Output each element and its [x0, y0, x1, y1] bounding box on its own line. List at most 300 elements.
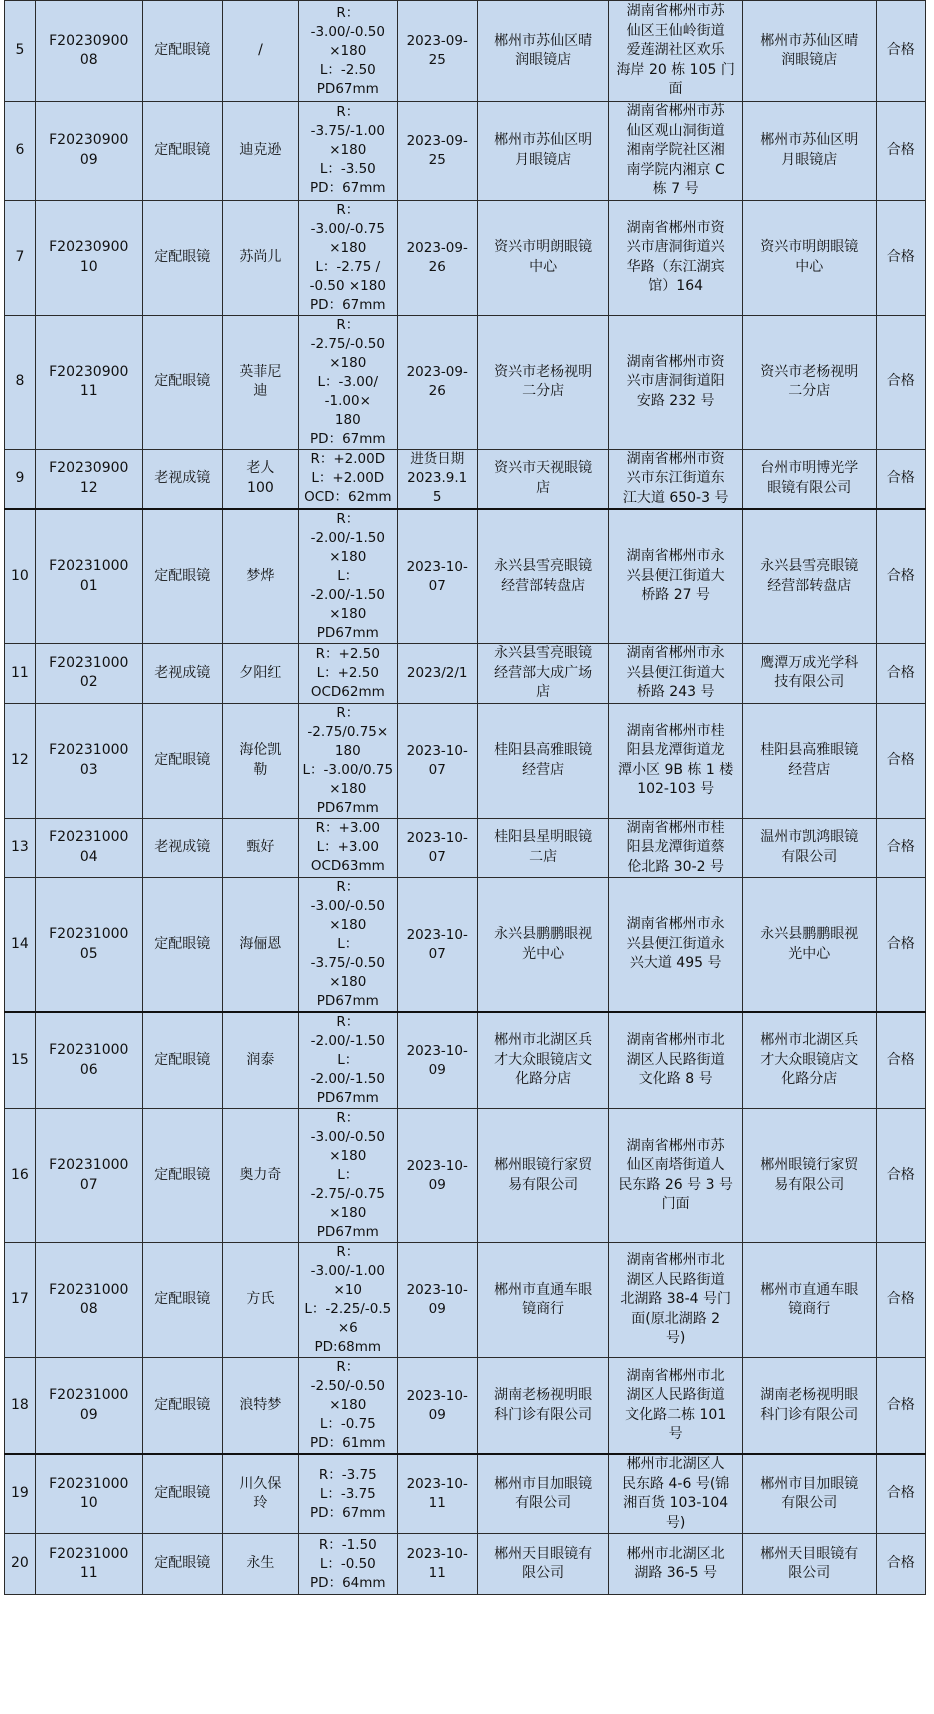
row-number-cell: 14: [5, 878, 36, 1013]
sample-code-line: 05: [79, 945, 98, 962]
specification-line: L：-3.00/: [317, 373, 379, 390]
production-date-cell: [397, 1, 477, 102]
row-number-cell: 12: [5, 703, 36, 818]
seller-line: 永兴县雪亮眼镜: [494, 645, 593, 661]
result-cell: 合格: [876, 102, 925, 201]
category-cell: 定配眼镜: [142, 1358, 222, 1455]
specification-line: -3.00/-0.75: [310, 220, 385, 237]
specification-cell: [298, 1012, 397, 1109]
specification-line: -1.00×: [324, 392, 371, 409]
production-date-line: 2023-10-: [406, 829, 468, 846]
brand-cell: [222, 644, 298, 704]
seller-line: 郴州眼镜行家贸: [494, 1157, 593, 1173]
producer-line: 永兴县鹏鹏眼视: [760, 926, 859, 942]
sample-code-line: F20231000: [49, 1281, 129, 1298]
producer-line: 技有限公司: [774, 674, 845, 691]
table-row: [5, 1109, 926, 1243]
specification-line: L：+3.00: [316, 839, 379, 856]
specification-cell: [298, 1243, 397, 1358]
producer-line: 郴州市苏仙区明: [760, 132, 859, 149]
brand-line: 英菲尼: [239, 363, 282, 380]
specification-line: L：-2.25/-0.5: [304, 1301, 392, 1317]
specification-line: ×180: [329, 974, 367, 990]
result-cell: 合格: [876, 1534, 925, 1595]
producer-line: 才大众眼镜店文: [760, 1051, 859, 1068]
seller-address-line: 华路（东江湖宾: [626, 258, 725, 275]
seller-address-line: 102-103 号: [637, 781, 715, 797]
seller-address-cell: [609, 509, 743, 644]
specification-line: L：-0.50: [319, 1555, 376, 1572]
production-date-cell: [397, 878, 477, 1013]
seller-line: 经营部大成广场: [494, 664, 593, 681]
seller-cell: [477, 703, 609, 818]
table-row: [5, 878, 926, 1013]
brand-line: 夕阳红: [239, 664, 282, 681]
seller-address-line: 阳县龙潭街道龙: [626, 742, 725, 758]
brand-line: 苏尚儿: [239, 248, 282, 265]
sample-code-line: F20230900: [49, 132, 129, 149]
production-date-cell: [397, 1358, 477, 1455]
producer-line: 郴州市北湖区兵: [760, 1032, 859, 1049]
seller-line: 郴州市目加眼镜: [494, 1475, 593, 1492]
producer-cell: [742, 1, 876, 102]
seller-line: 润眼镜店: [515, 52, 572, 68]
category-cell: 定配眼镜: [142, 703, 222, 818]
producer-line: 眼镜有限公司: [767, 479, 852, 496]
row-number-cell: 6: [5, 102, 36, 201]
seller-address-cell: [609, 315, 743, 449]
producer-line: 资兴市老杨视明: [760, 363, 859, 380]
production-date-line: 2023.9.1: [407, 470, 468, 487]
specification-cell: [298, 1109, 397, 1243]
sample-code-cell: [35, 1358, 142, 1455]
specification-line: L：: [337, 936, 359, 952]
seller-address-line: 号): [665, 1330, 686, 1347]
brand-cell: [222, 1534, 298, 1595]
producer-line: 鹰潭万成光学科: [760, 654, 859, 671]
table-row: [5, 449, 926, 509]
specification-cell: [298, 102, 397, 201]
specification-line: -2.00/-1.50: [310, 587, 385, 603]
specification-line: L：+2.50: [316, 664, 379, 681]
sample-code-line: 09: [79, 151, 98, 168]
seller-address-line: 伦北路 30-2 号: [627, 858, 725, 875]
producer-line: 润眼镜店: [781, 52, 838, 68]
seller-address-line: 门面: [661, 1196, 690, 1212]
result-cell: 合格: [876, 1, 925, 102]
production-date-line: 09: [428, 1301, 446, 1317]
sample-code-cell: [35, 818, 142, 878]
sample-code-line: F20231000: [49, 1387, 129, 1403]
brand-cell: [222, 878, 298, 1013]
result-cell: 合格: [876, 315, 925, 449]
result-cell: 合格: [876, 703, 925, 818]
seller-line: 店: [536, 479, 551, 496]
specification-line: R：: [336, 1244, 360, 1260]
specification-line: -3.00/-1.00: [310, 1263, 385, 1279]
result-cell: 合格: [876, 1243, 925, 1358]
inspection-results-sheet: [4, 0, 926, 1595]
seller-address-line: 湖南省郴州市北: [626, 1367, 725, 1384]
seller-line: 资兴市天视眼镜: [494, 460, 593, 477]
seller-address-line: 馆）164: [648, 278, 704, 294]
sample-code-line: 09: [79, 1406, 98, 1423]
seller-address-cell: [609, 878, 743, 1013]
specification-line: -3.00/-0.50: [310, 1129, 385, 1145]
producer-line: 郴州天目眼镜有: [760, 1545, 859, 1562]
specification-line: -2.75/-0.75: [310, 1186, 385, 1202]
seller-cell: [477, 102, 609, 201]
sample-code-line: F20231000: [49, 829, 129, 846]
specification-line: PD：67mm: [310, 1504, 386, 1521]
producer-line: 经营部转盘店: [767, 577, 852, 594]
seller-address-line: 湖南省郴州市永: [626, 548, 725, 565]
seller-line: 桂阳县高雅眼镜: [494, 742, 593, 758]
seller-cell: [477, 1243, 609, 1358]
production-date-line: 07: [428, 761, 446, 778]
seller-address-line: 湖区人民路街道: [626, 1387, 725, 1403]
sample-code-line: F20230900: [49, 363, 129, 380]
seller-address-line: 湖南省郴州市永: [626, 645, 725, 661]
specification-line: OCD62mm: [310, 683, 385, 700]
seller-line: 科门诊有限公司: [494, 1406, 593, 1423]
specification-line: R：: [336, 316, 360, 333]
seller-line: 郴州天目眼镜有: [494, 1545, 593, 1562]
specification-line: R：: [336, 201, 360, 218]
sample-code-line: 06: [79, 1061, 98, 1078]
table-row: [5, 1534, 926, 1595]
sample-code-line: 12: [79, 479, 98, 496]
brand-cell: [222, 315, 298, 449]
producer-cell: [742, 315, 876, 449]
seller-address-cell: [609, 703, 743, 818]
seller-address-line: 湖南省郴州市苏: [626, 103, 725, 119]
sample-code-cell: [35, 1109, 142, 1243]
specification-cell: [298, 878, 397, 1013]
seller-address-cell: [609, 449, 743, 509]
row-number-cell: 19: [5, 1454, 36, 1534]
category-cell: 定配眼镜: [142, 1012, 222, 1109]
sample-code-line: F20231000: [49, 1042, 129, 1058]
production-date-cell: [397, 1454, 477, 1534]
specification-line: R：: [336, 704, 360, 721]
producer-line: 桂阳县高雅眼镜: [760, 742, 859, 758]
specification-line: R：: [336, 1359, 360, 1375]
sample-code-cell: [35, 1243, 142, 1358]
table-row: [5, 1012, 926, 1109]
seller-cell: [477, 878, 609, 1013]
category-cell: 老视成镜: [142, 449, 222, 509]
production-date-line: 2023-10-: [406, 1042, 468, 1059]
seller-address-line: 湘南学院社区湘: [626, 142, 725, 158]
production-date-line: 2023-09-: [406, 132, 468, 149]
sample-code-line: 03: [79, 761, 98, 778]
brand-line: 润泰: [246, 1051, 275, 1068]
sample-code-cell: [35, 703, 142, 818]
sample-code-cell: [35, 878, 142, 1013]
production-date-cell: [397, 818, 477, 878]
seller-address-line: 阳县龙潭街道蔡: [626, 839, 725, 855]
brand-cell: [222, 1454, 298, 1534]
row-number-cell: 10: [5, 509, 36, 644]
sample-code-line: F20231000: [49, 1545, 129, 1562]
specification-line: 180: [334, 411, 361, 428]
seller-address-line: 湖南省郴州市苏: [626, 1137, 725, 1154]
specification-line: ×180: [329, 42, 367, 59]
seller-address-line: 民东路 4-6 号(锦: [622, 1475, 730, 1492]
specification-line: L：-0.75: [319, 1416, 376, 1432]
producer-line: 温州市凯鸿眼镜: [760, 829, 859, 846]
category-cell: 定配眼镜: [142, 878, 222, 1013]
brand-cell: [222, 449, 298, 509]
category-cell: 定配眼镜: [142, 1454, 222, 1534]
production-date-line: 2023/2/1: [406, 664, 468, 681]
seller-line: 易有限公司: [508, 1176, 579, 1193]
producer-line: 郴州市目加眼镜: [760, 1475, 859, 1492]
specification-line: L：: [337, 1052, 359, 1068]
production-date-line: 2023-10-: [406, 1546, 468, 1562]
seller-cell: [477, 1012, 609, 1109]
specification-line: R：: [336, 1110, 360, 1126]
seller-address-line: 兴市唐洞街道兴: [626, 239, 725, 255]
seller-line: 郴州市北湖区兵: [494, 1032, 593, 1049]
specification-cell: [298, 1, 397, 102]
brand-line: 永生: [246, 1555, 275, 1572]
specification-line: PD67mm: [316, 80, 379, 97]
brand-line: 海俪恩: [239, 935, 282, 952]
sample-code-line: 08: [79, 1301, 98, 1317]
seller-address-line: 湖南省郴州市永: [626, 916, 725, 933]
seller-cell: [477, 509, 609, 644]
specification-line: 180: [334, 742, 361, 759]
seller-address-line: 湖南省郴州市资: [626, 219, 725, 236]
specification-line: PD：67mm: [310, 180, 386, 197]
seller-address-line: 海岸 20 栋 105 门: [616, 61, 735, 78]
sample-code-line: F20231000: [49, 1157, 129, 1173]
sample-code-line: F20231000: [49, 558, 129, 574]
seller-line: 经营店: [522, 761, 565, 778]
production-date-line: 09: [428, 1061, 446, 1078]
seller-line: 资兴市老杨视明: [494, 363, 593, 380]
sample-code-line: 11: [79, 1565, 98, 1581]
result-cell: 合格: [876, 1012, 925, 1109]
seller-line: 月眼镜店: [515, 151, 572, 168]
specification-line: R：: [336, 879, 360, 895]
specification-line: OCD63mm: [310, 858, 385, 875]
seller-address-line: 湖南省郴州市资: [626, 450, 725, 467]
production-date-line: 2023-10-: [406, 1157, 468, 1174]
seller-line: 永兴县鹏鹏眼视: [494, 926, 593, 942]
specification-cell: [298, 315, 397, 449]
row-number-cell: 7: [5, 200, 36, 315]
specification-cell: [298, 1454, 397, 1534]
seller-address-cell: [609, 1012, 743, 1109]
seller-address-line: 安路 232 号: [636, 392, 715, 409]
table-row: [5, 644, 926, 704]
producer-cell: [742, 1109, 876, 1243]
row-number-cell: 17: [5, 1243, 36, 1358]
producer-line: 永兴县雪亮眼镜: [760, 558, 859, 574]
sample-code-line: F20231000: [49, 926, 129, 942]
specification-cell: [298, 644, 397, 704]
specification-line: ×180: [329, 1205, 367, 1221]
result-cell: 合格: [876, 200, 925, 315]
category-cell: 定配眼镜: [142, 1243, 222, 1358]
brand-cell: [222, 1012, 298, 1109]
sample-code-line: 10: [79, 258, 98, 275]
specification-line: ×180: [329, 1148, 367, 1164]
production-date-line: 2023-10-: [406, 558, 468, 575]
producer-cell: [742, 1534, 876, 1595]
seller-line: 限公司: [522, 1565, 565, 1581]
specification-line: PD:68mm: [314, 1339, 382, 1355]
brand-cell: [222, 1109, 298, 1243]
row-number-cell: 11: [5, 644, 36, 704]
production-date-line: 07: [428, 945, 446, 962]
production-date-line: 2023-10-: [406, 742, 468, 759]
specification-line: L：: [337, 1167, 359, 1183]
producer-cell: [742, 703, 876, 818]
production-date-cell: [397, 703, 477, 818]
result-cell: 合格: [876, 449, 925, 509]
seller-address-line: 郴州市北湖区北: [626, 1545, 725, 1562]
specification-line: R：+2.50: [315, 645, 380, 662]
production-date-line: 26: [428, 383, 446, 399]
sample-code-cell: [35, 644, 142, 704]
brand-cell: [222, 509, 298, 644]
sample-code-cell: [35, 1454, 142, 1534]
producer-line: 镜商行: [788, 1301, 831, 1317]
seller-address-cell: [609, 1, 743, 102]
brand-line: 100: [247, 479, 274, 496]
seller-address-line: 湖路 36-5 号: [634, 1565, 718, 1581]
sample-code-line: 11: [79, 383, 98, 399]
seller-address-line: 号: [668, 1426, 683, 1442]
row-number-cell: 5: [5, 1, 36, 102]
seller-address-line: 桥路 243 号: [636, 684, 715, 700]
specification-line: ×180: [329, 780, 367, 797]
seller-cell: [477, 1358, 609, 1455]
production-date-line: 11: [428, 1565, 446, 1581]
production-date-line: 进货日期: [410, 451, 465, 468]
sample-code-line: F20230900: [49, 460, 129, 477]
producer-cell: [742, 1358, 876, 1455]
production-date-cell: [397, 449, 477, 509]
brand-line: 梦烨: [246, 567, 275, 584]
seller-address-line: 湖区人民路街道: [626, 1271, 725, 1288]
seller-address-line: 潭小区 9B 栋 1 楼: [618, 761, 734, 778]
seller-line: 桂阳县星明眼镜: [494, 829, 593, 846]
specification-line: ×180: [329, 917, 367, 933]
specification-line: L：+2.00D: [311, 470, 385, 487]
result-cell: 合格: [876, 1454, 925, 1534]
specification-line: -3.75/-1.00: [310, 123, 385, 140]
brand-line: /: [258, 42, 263, 59]
seller-address-line: 南学院内湘京 C: [626, 161, 725, 178]
specification-line: -2.00/-1.50: [310, 1033, 385, 1049]
seller-line: 有限公司: [515, 1495, 572, 1511]
sample-code-line: F20231000: [49, 742, 129, 758]
brand-line: 浪特梦: [239, 1396, 282, 1413]
seller-address-cell: [609, 1534, 743, 1595]
table-row: [5, 102, 926, 201]
brand-cell: [222, 818, 298, 878]
sample-code-line: 01: [79, 577, 98, 594]
specification-line: ×180: [329, 1397, 367, 1413]
sample-code-cell: [35, 509, 142, 644]
specification-line: PD67mm: [316, 799, 379, 816]
table-body: [5, 1, 926, 1595]
producer-line: 经营店: [788, 761, 831, 778]
specification-line: -3.00/-0.50: [310, 898, 385, 914]
production-date-line: 11: [428, 1495, 446, 1511]
production-date-line: 2023-09-: [406, 33, 468, 49]
sample-code-cell: [35, 1, 142, 102]
category-cell: 老视成镜: [142, 818, 222, 878]
seller-address-cell: [609, 1109, 743, 1243]
producer-line: 中心: [795, 258, 824, 275]
producer-line: 光中心: [788, 945, 831, 962]
seller-address-cell: [609, 818, 743, 878]
seller-address-line: 仙区南塔街道人: [626, 1157, 725, 1173]
sample-code-line: 10: [79, 1495, 98, 1511]
specification-cell: [298, 1358, 397, 1455]
brand-line: 川久保: [239, 1475, 282, 1492]
brand-cell: [222, 200, 298, 315]
seller-address-line: 号): [665, 1514, 686, 1531]
producer-line: 易有限公司: [774, 1176, 845, 1193]
brand-cell: [222, 1, 298, 102]
seller-address-line: 民东路 26 号 3 号: [618, 1176, 733, 1193]
brand-line: 方氏: [246, 1291, 275, 1308]
specification-line: -3.00/-0.50: [310, 23, 385, 40]
seller-cell: [477, 1534, 609, 1595]
row-number-cell: 9: [5, 449, 36, 509]
producer-line: 限公司: [788, 1565, 831, 1581]
row-number-cell: 15: [5, 1012, 36, 1109]
seller-address-line: 郴州市北湖区人: [626, 1456, 725, 1472]
seller-cell: [477, 1, 609, 102]
specification-line: PD67mm: [316, 625, 379, 641]
specification-cell: [298, 509, 397, 644]
sample-code-cell: [35, 200, 142, 315]
seller-address-line: 湘百货 103-104: [623, 1495, 729, 1511]
sample-code-line: F20230900: [49, 32, 129, 49]
brand-line: 勒: [253, 761, 268, 778]
specification-line: ×180: [329, 354, 367, 371]
specification-line: ×6: [337, 1320, 358, 1336]
production-date-cell: [397, 1109, 477, 1243]
brand-cell: [222, 1358, 298, 1455]
production-date-line: 2023-09-: [406, 239, 468, 256]
table-row: [5, 1358, 926, 1455]
specification-line: -3.75/-0.50: [310, 955, 385, 971]
specification-cell: [298, 1534, 397, 1595]
seller-line: 中心: [529, 258, 558, 275]
category-cell: 定配眼镜: [142, 1, 222, 102]
seller-address-line: 面: [668, 81, 683, 98]
producer-cell: [742, 509, 876, 644]
brand-line: 老人: [246, 460, 275, 477]
brand-cell: [222, 1243, 298, 1358]
row-number-cell: 8: [5, 315, 36, 449]
production-date-line: 2023-09-: [406, 364, 468, 380]
row-number-cell: 16: [5, 1109, 36, 1243]
seller-address-line: 兴大道 495 号: [629, 955, 722, 972]
specification-line: R：: [336, 104, 360, 121]
production-date-line: 5: [432, 489, 442, 506]
production-date-line: 25: [428, 52, 446, 68]
